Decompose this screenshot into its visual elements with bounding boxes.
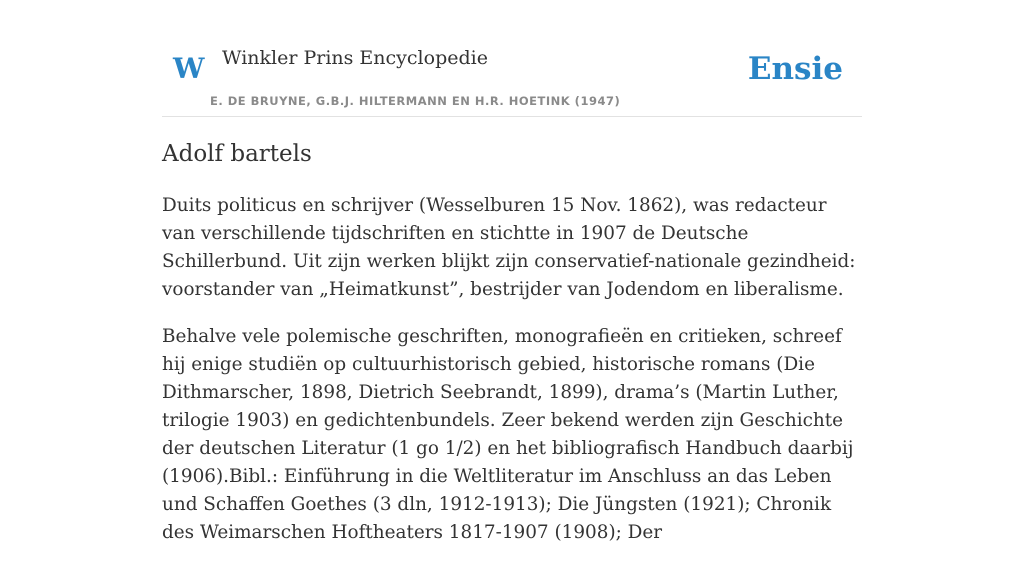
page — [162, 0, 862, 543]
publication-authors: E. DE BRUYNE, G.B.J. HILTERMANN EN H.R. HOETINK (1947) — [210, 94, 621, 108]
site-header — [162, 0, 862, 117]
article-paragraph-2: Behalve vele polemische geschriften, monografieën en critieken, schreef hij enige studiën op cultuurhistorisch gebied, historische romans (Die Dithmarscher, 1898, Dietrich Seebrandt, 1899), drama’s (Martin Luther, trilogie 1903) en gedichtenbundels. Zeer bekend werden zijn Geschichte der deutschen Literatur (1 go 1/2) en het bibliografisch Handbuch daarbij (1906).Bibl.: Einführung in die Weltliteratur im Anschluss an das Leben und Schaffen Goethes (3 dln, 1912-1913); Die Jüngsten (1921); Chronik des Weimarschen Hoftheaters 1817-1907 (1908); Der — [162, 326, 854, 543]
article-paragraph-1: Duits politicus en schrijver (Wesselburen 15 Nov. 1862), was redacteur van verschillende tijdschriften en stichtte in 1907 de Deutsche Schillerbund. Uit zijn werken blijkt zijn conservatief-nationale gezindheid: voorstander van „Heimatkunst”, bestrijder van Jodendom en liberalisme. — [162, 195, 856, 300]
article-body — [162, 192, 862, 566]
winkler-prins-logo[interactable]: W — [173, 52, 205, 85]
publication-title[interactable]: Winkler Prins Encyclopedie — [222, 47, 488, 69]
article-title: Adolf bartels — [162, 141, 312, 167]
ensie-logo-link[interactable]: Ensie — [747, 51, 843, 87]
